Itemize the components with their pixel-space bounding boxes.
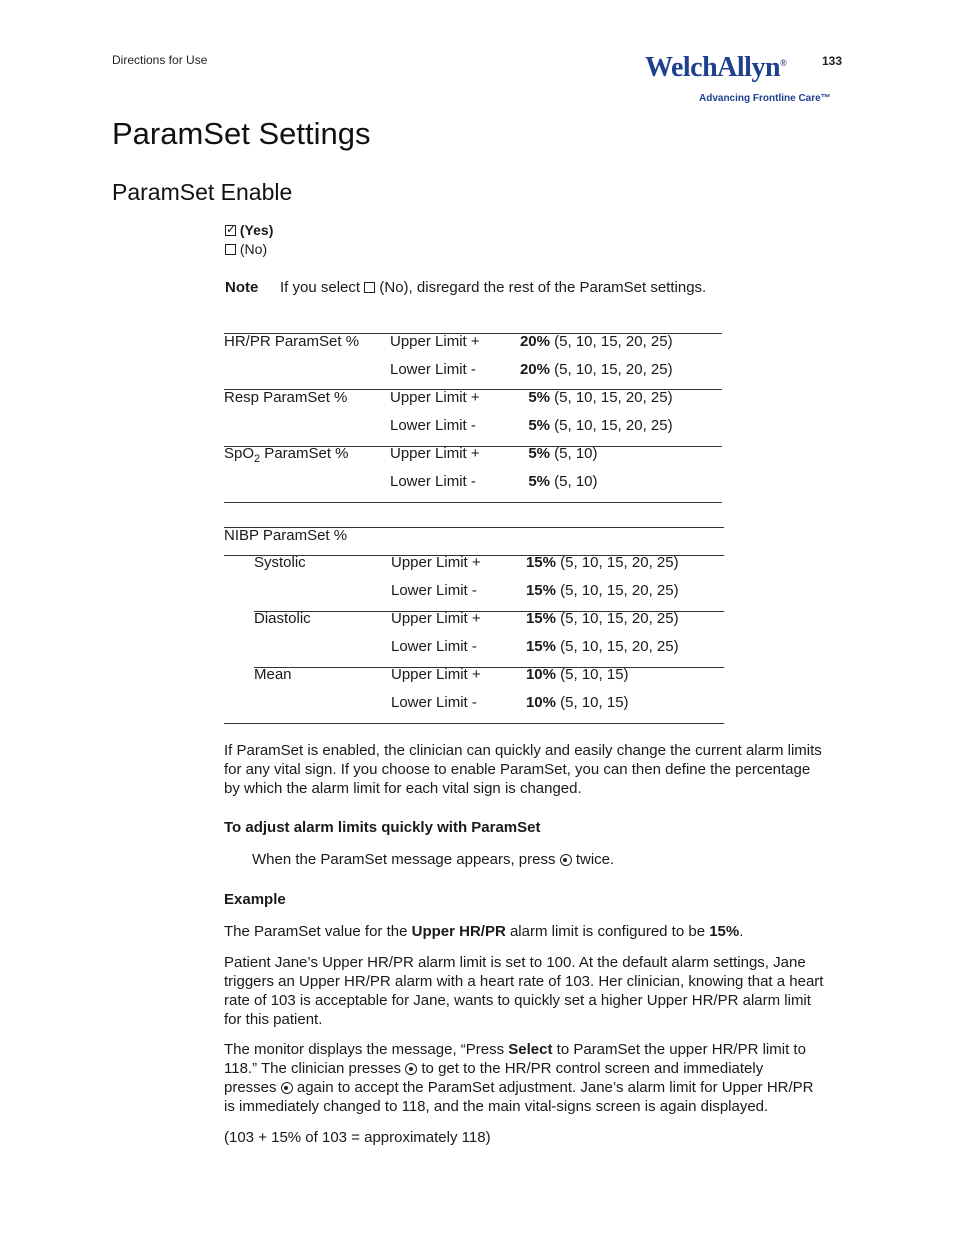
running-header: Directions for Use xyxy=(112,53,208,67)
limit-value-bold: 20% xyxy=(519,361,550,378)
text-run: The ParamSet value for the xyxy=(224,923,412,940)
limit-value-bold: 15% xyxy=(525,582,556,599)
page-number: 133 xyxy=(822,54,843,68)
param-label-spo2 xyxy=(224,445,349,465)
select-button-icon xyxy=(405,1063,417,1075)
nibp-param-label: Diastolic xyxy=(254,610,311,627)
nibp-param-label: Mean xyxy=(254,666,292,683)
text-run-bold: 15% xyxy=(709,923,740,940)
lower-limit-label: Lower Limit - xyxy=(390,473,476,490)
paragraph-line: is immediately changed to 118, and the main vital-signs screen is again displayed. xyxy=(224,1098,769,1115)
example-formula: (103 + 15% of 103 = approximately 118) xyxy=(224,1129,491,1146)
text-run: to ParamSet the upper HR/PR limit to xyxy=(552,1041,806,1058)
empty-box-icon xyxy=(364,282,375,293)
example-line1 xyxy=(224,922,743,941)
note-text-after: (No), disregard the rest of the ParamSet settings. xyxy=(379,279,707,296)
text-run-bold: Select xyxy=(508,1041,553,1058)
paragraph-line: for this patient. xyxy=(224,1011,323,1028)
limit-value-bold: 10% xyxy=(525,666,556,683)
text-run: The monitor displays the message, “Press xyxy=(224,1041,509,1058)
text-run: again to accept the ParamSet adjustment. Jane’s alarm limit for Upper HR/PR xyxy=(296,1079,814,1096)
nibp-title: NIBP ParamSet % xyxy=(224,527,348,544)
limit-value-bold: 10% xyxy=(525,694,556,711)
limit-value-bold: 5% xyxy=(528,417,550,434)
limit-options: (5, 10, 15, 20, 25) xyxy=(560,582,679,599)
checked-box-icon xyxy=(225,225,236,236)
limit-value-bold: 20% xyxy=(519,333,550,350)
select-button-icon xyxy=(560,854,572,866)
option-yes-label: (Yes) xyxy=(239,222,274,238)
limit-value-bold: 5% xyxy=(528,389,550,406)
limit-value xyxy=(522,610,679,627)
limit-value xyxy=(522,582,679,599)
step-text-after: twice. xyxy=(575,851,615,868)
paragraph-line: by which the alarm limit for each vital sign is changed. xyxy=(224,780,582,797)
paragraph-line: triggers an Upper HR/PR alarm with a heart rate of 103. Her clinician, knowing that a heart xyxy=(224,973,824,990)
limit-options: (5, 10, 15, 20, 25) xyxy=(554,389,673,406)
limit-value xyxy=(522,554,679,571)
limit-options: (5, 10) xyxy=(554,473,598,490)
procedure-heading: To adjust alarm limits quickly with ParamSet xyxy=(224,819,541,836)
text-run: alarm limit is configured to be xyxy=(505,923,710,940)
limit-value xyxy=(522,666,629,683)
limit-value xyxy=(516,445,598,462)
brand-logo xyxy=(645,52,786,84)
lower-limit-label: Lower Limit - xyxy=(391,694,477,711)
limit-value xyxy=(516,473,598,490)
brand-tagline: Advancing Frontline Care™ xyxy=(699,93,831,104)
paragraph-line xyxy=(224,1078,814,1097)
limit-options: (5, 10) xyxy=(554,445,598,462)
text-run: 118.” The clinician presses xyxy=(224,1060,402,1077)
upper-limit-label: Upper Limit + xyxy=(391,666,481,683)
limit-options: (5, 10, 15, 20, 25) xyxy=(560,554,679,571)
paragraph-line: rate of 103 is acceptable for Jane, wants to quickly set a higher Upper HR/PR alarm limit xyxy=(224,992,811,1009)
limit-value-bold: 15% xyxy=(525,638,556,655)
limit-value xyxy=(516,361,673,378)
limit-value xyxy=(522,638,679,655)
registered-mark: ® xyxy=(780,58,787,68)
limit-value xyxy=(516,389,673,406)
limit-value-bold: 5% xyxy=(528,445,550,462)
note-text xyxy=(280,279,706,296)
limit-options: (5, 10, 15, 20, 25) xyxy=(560,638,679,655)
param-tail: ParamSet % xyxy=(260,445,349,462)
lower-limit-label: Lower Limit - xyxy=(391,638,477,655)
limit-options: (5, 10, 15, 20, 25) xyxy=(560,610,679,627)
param-label-resp: Resp ParamSet % xyxy=(224,389,348,406)
table-rule xyxy=(224,502,722,503)
step-text-before: When the ParamSet message appears, press xyxy=(252,851,556,868)
select-button-icon xyxy=(281,1082,293,1094)
paragraph-line xyxy=(224,1059,814,1078)
param-label-hr: HR/PR ParamSet % xyxy=(224,333,360,350)
nibp-param-label: Systolic xyxy=(254,554,306,571)
limit-value xyxy=(516,333,673,350)
intro-paragraph xyxy=(224,741,822,798)
upper-limit-label: Upper Limit + xyxy=(390,445,480,462)
paragraph-line: If ParamSet is enabled, the clinician can quickly and easily change the current alarm limits xyxy=(224,742,822,759)
lower-limit-label: Lower Limit - xyxy=(390,417,476,434)
example-paragraph-2 xyxy=(224,953,823,1029)
limit-options: (5, 10, 15, 20, 25) xyxy=(554,361,673,378)
text-run: presses xyxy=(224,1079,277,1096)
empty-box-icon xyxy=(225,244,236,255)
page-title: ParamSet Settings xyxy=(112,116,371,151)
limit-value-bold: 15% xyxy=(525,610,556,627)
text-run-bold: Upper HR/PR xyxy=(411,923,506,940)
limit-options: (5, 10, 15, 20, 25) xyxy=(554,417,673,434)
upper-limit-label: Upper Limit + xyxy=(390,333,480,350)
limit-value xyxy=(522,694,629,711)
paragraph-line: for any vital sign. If you choose to enable ParamSet, you can then define the percentage xyxy=(224,761,811,778)
upper-limit-label: Upper Limit + xyxy=(390,389,480,406)
param-subscript: 2 xyxy=(254,453,261,465)
limit-value-bold: 5% xyxy=(528,473,550,490)
example-paragraph-3 xyxy=(224,1040,814,1116)
logo-text: WelchAllyn xyxy=(645,52,781,83)
option-yes xyxy=(225,222,273,238)
paragraph-line xyxy=(224,1040,814,1059)
lower-limit-label: Lower Limit - xyxy=(391,582,477,599)
param-spo: SpO xyxy=(224,445,255,462)
note-label: Note xyxy=(225,279,259,296)
upper-limit-label: Upper Limit + xyxy=(391,554,481,571)
lower-limit-label: Lower Limit - xyxy=(390,361,476,378)
text-run: to get to the HR/PR control screen and immediately xyxy=(421,1060,764,1077)
procedure-step xyxy=(252,850,614,869)
example-heading: Example xyxy=(224,891,286,908)
limit-value-bold: 15% xyxy=(525,554,556,571)
limit-value xyxy=(516,417,673,434)
section-title: ParamSet Enable xyxy=(112,179,293,205)
limit-options: (5, 10, 15, 20, 25) xyxy=(554,333,673,350)
option-no-label: (No) xyxy=(239,241,268,257)
note-text-before: If you select xyxy=(280,279,361,296)
table-rule xyxy=(224,723,724,724)
upper-limit-label: Upper Limit + xyxy=(391,610,481,627)
limit-options: (5, 10, 15) xyxy=(560,666,629,683)
table-rule xyxy=(254,667,724,668)
text-run: . xyxy=(739,923,744,940)
limit-options: (5, 10, 15) xyxy=(560,694,629,711)
paragraph-line: Patient Jane’s Upper HR/PR alarm limit is set to 100. At the default alarm settings, Jane xyxy=(224,954,806,971)
option-no xyxy=(225,241,267,257)
